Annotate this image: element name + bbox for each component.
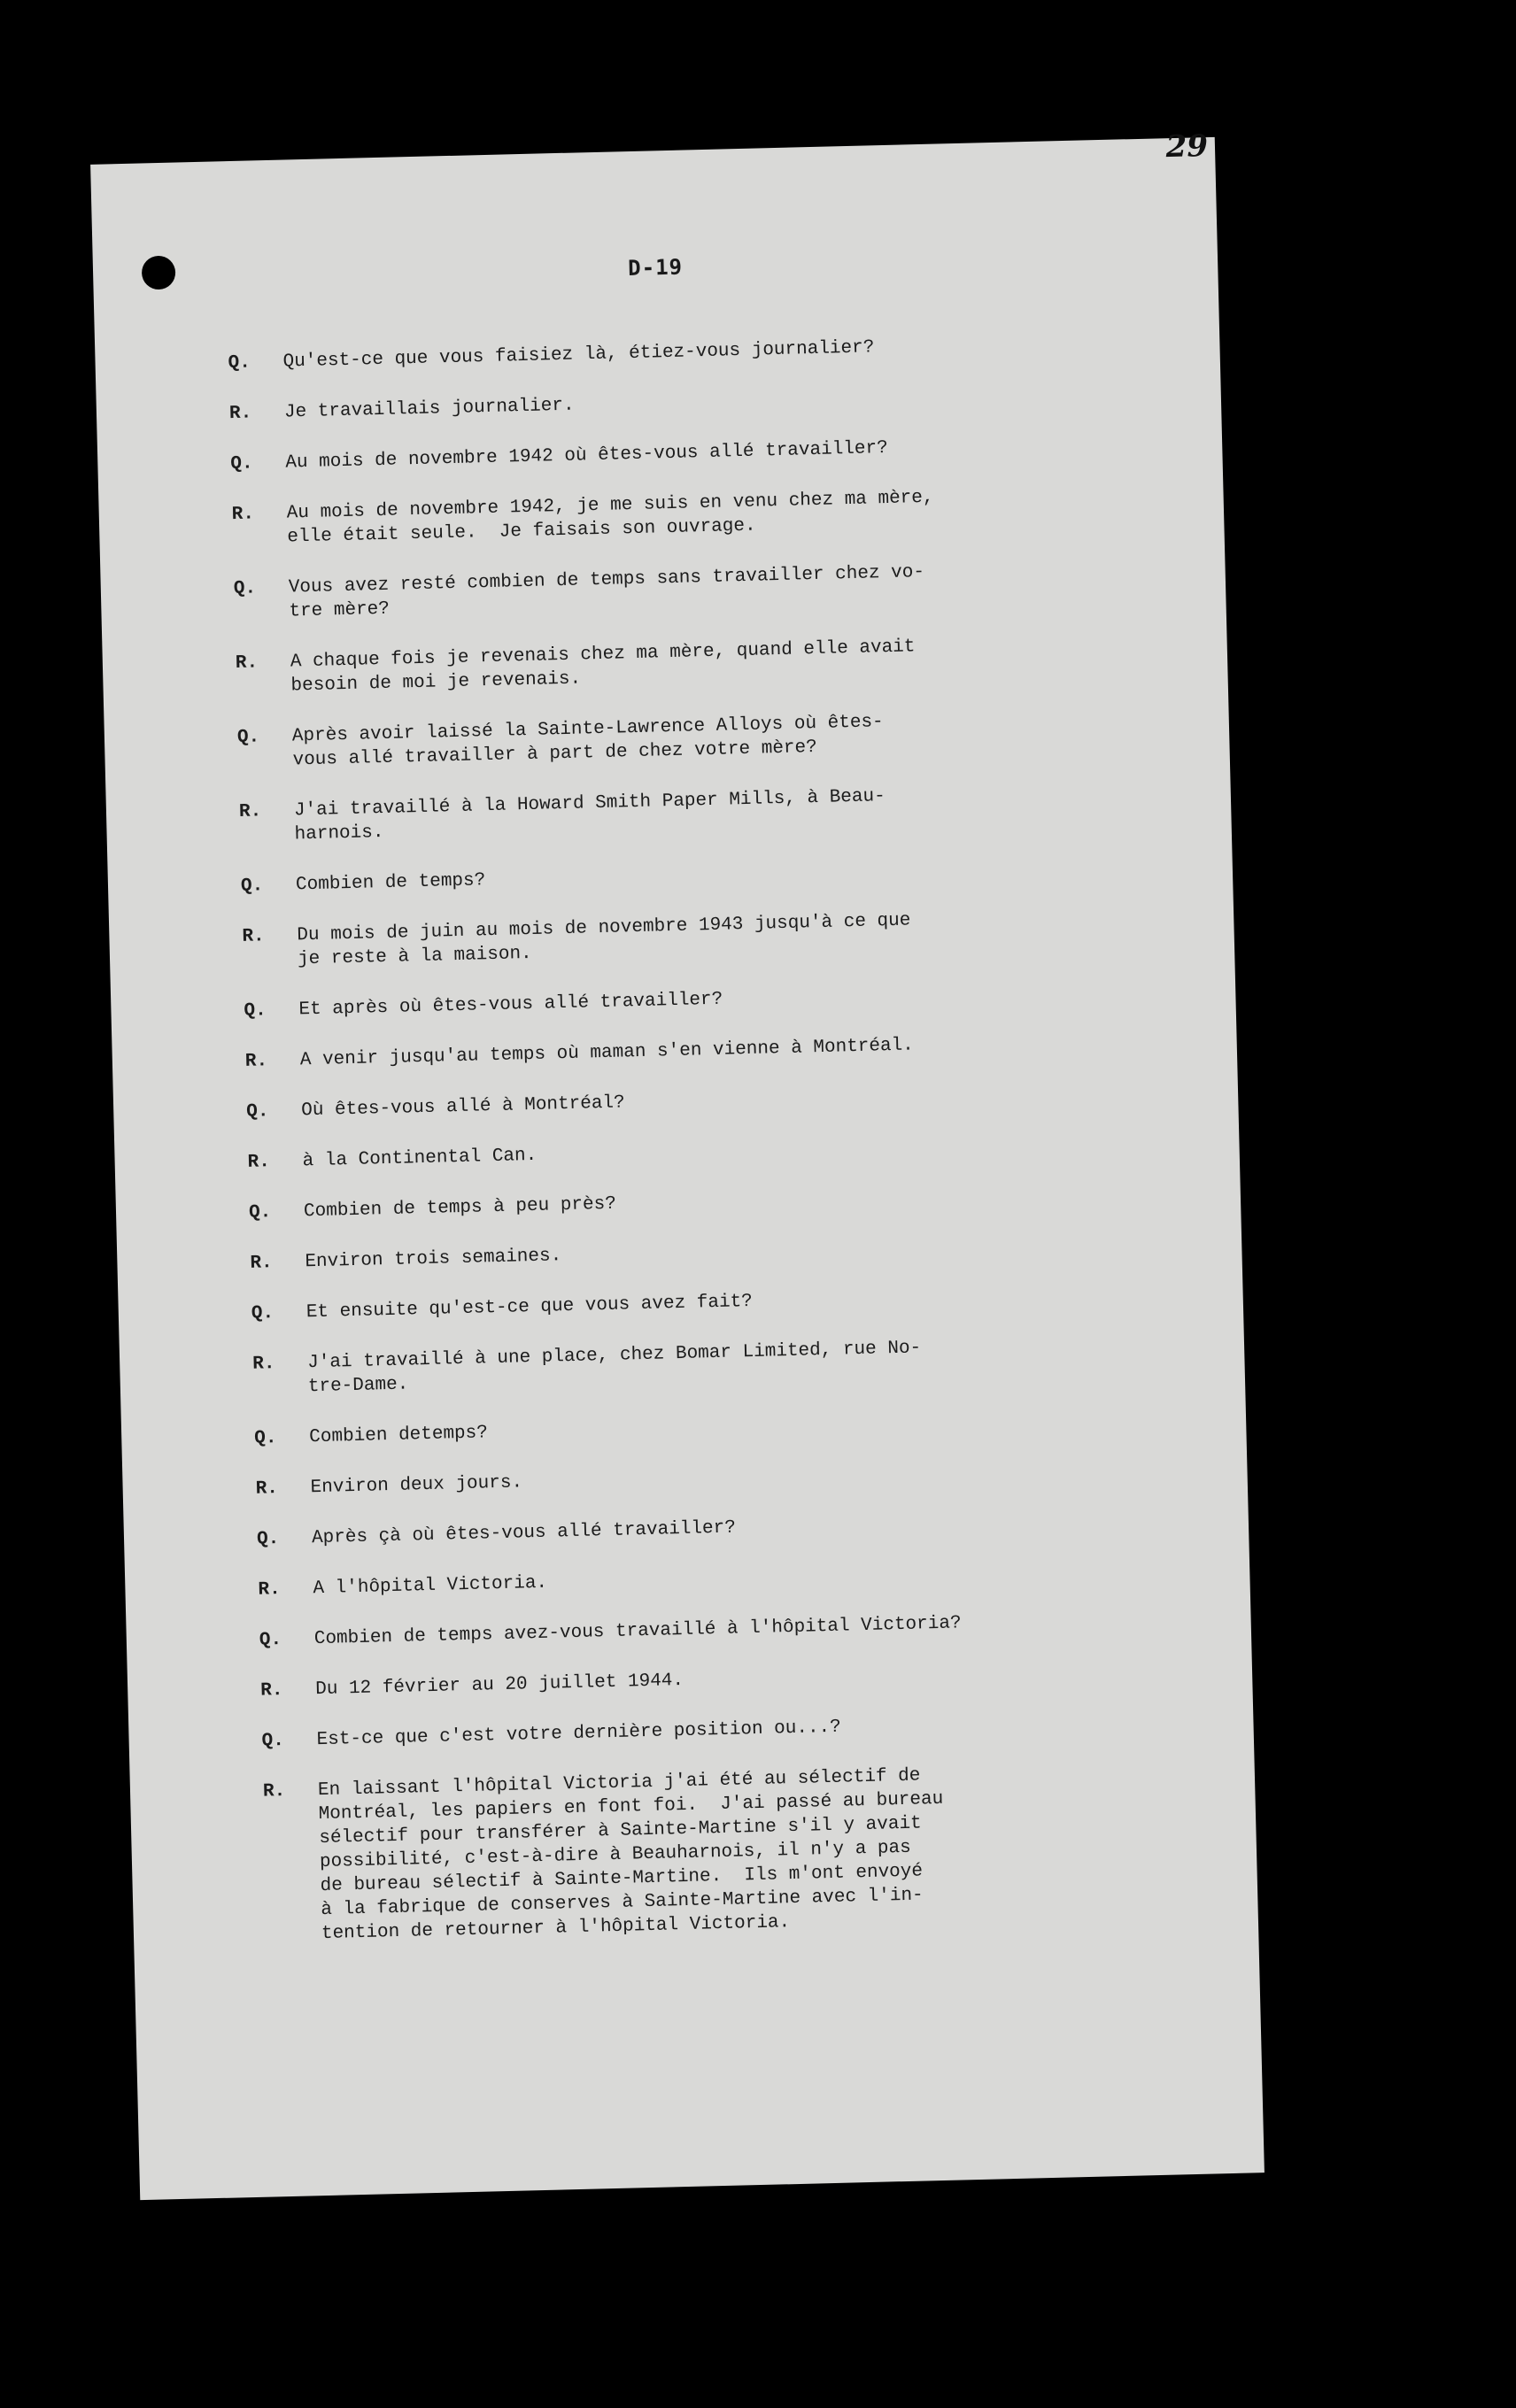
response-entry [239,780,1081,848]
question-marker: Q. [244,1000,267,1022]
question-marker: Q. [246,1101,269,1123]
question-text: Vous avez resté combien de temps sans travailler chez vo- tre mère? [288,561,925,622]
response-text: Environ trois semaines. [305,1246,562,1273]
question-text: Au mois de novembre 1942 où êtes-vous allé travailler? [285,437,888,474]
question-entry [237,706,1079,774]
response-marker: R. [242,926,265,947]
question-text: Combien de temps à peu près? [303,1193,617,1223]
question-entry [228,331,1069,375]
response-marker: R. [258,1579,281,1601]
response-entry [242,905,1084,973]
question-entry [244,979,1085,1023]
question-marker: Q. [248,1202,272,1223]
transcript [228,331,1109,1974]
response-text: J'ai travaillé à une place, chez Bomar Limited, rue No- tre-Dame. [306,1338,922,1398]
question-entry [259,1608,1101,1652]
response-entry [260,1658,1102,1702]
response-entry [236,631,1078,699]
response-marker: R. [251,1354,275,1375]
question-entry [241,854,1082,899]
response-entry [245,1030,1087,1074]
question-text: Combien de temps? [295,870,486,896]
response-marker: R. [238,801,262,822]
response-marker: R. [228,403,252,425]
response-marker: R. [255,1478,279,1500]
document-page [90,128,1265,2200]
response-text: Du mois de juin au mois de novembre 1943 jusqu'à ce que je reste à la maison. [297,910,911,970]
response-text: J'ai travaillé à la Howard Smith Paper Mills, à Beau- harnois. [293,786,886,845]
question-text: Est-ce que c'est votre dernière position ou...? [316,1717,842,1751]
response-marker: R. [262,1781,286,1802]
response-marker: R. [259,1680,283,1702]
question-marker: Q. [228,352,251,374]
question-text: Et ensuite qu'est-ce que vous avez fait? [306,1291,754,1324]
question-marker: Q. [233,578,257,600]
response-text: A venir jusqu'au temps où maman s'en vienne à Montréal. [299,1035,915,1071]
question-marker: Q. [236,727,260,748]
response-text: Au mois de novembre 1942, je me suis en venu chez ma mère, elle était seule. Je faisais son ouvrage. [286,487,934,548]
response-entry [263,1759,1108,1947]
response-entry [250,1231,1091,1276]
question-text: Combien detemps? [309,1423,489,1448]
question-entry [251,1282,1093,1326]
question-text: Combien de temps avez-vous travaillé à l'hôpital Victoria? [313,1613,962,1650]
response-text: à la Continental Can. [302,1145,538,1172]
response-entry [252,1332,1094,1401]
question-marker: Q. [240,876,264,897]
question-marker: Q. [261,1731,285,1752]
response-entry [258,1558,1099,1602]
response-text: En laissant l'hôpital Victoria j'ai été au sélectif de Montréal, les papiers en font foi. J'ai passé au bureau sélectif pour transférer à Sainte-Martine s'il y avait possibilité, c'est-à-dire à Beauharnois, il n'y a pas de bureau sélectif à Sainte-Martine. Ils m'ont envoyé à la fabrique de conserves à Sainte-Martine avec l'in- tention de retourner à l'hôpital Victoria. [317,1765,944,1945]
document-title: D-19 [627,254,684,282]
response-marker: R. [250,1253,273,1274]
response-entry [231,482,1073,551]
response-entry [229,382,1071,426]
question-marker: Q. [259,1630,282,1651]
question-text: Où êtes-vous allé à Montréal? [301,1092,625,1122]
response-entry [247,1131,1088,1175]
question-entry [249,1181,1090,1225]
page-number: 29 [1165,128,1209,166]
response-marker: R. [235,652,259,675]
response-text: A chaque fois je revenais chez ma mère, quand elle avait besoin de moi je revenais. [290,637,916,697]
question-entry [254,1407,1095,1451]
question-marker: Q. [230,453,253,475]
question-marker: Q. [254,1428,277,1449]
question-entry [234,557,1076,625]
question-marker: Q. [251,1303,275,1324]
question-text: Et après où êtes-vous allé travailler? [298,989,723,1021]
response-text: Je travaillais journalier. [283,395,575,423]
question-entry [257,1508,1098,1552]
response-marker: R. [247,1152,271,1173]
response-text: Du 12 février au 20 juillet 1944. [314,1671,685,1701]
question-entry [230,432,1071,476]
response-text: A l'hôpital Victoria. [313,1572,548,1600]
question-entry [246,1080,1087,1124]
response-text: Environ deux jours. [310,1472,523,1499]
question-marker: Q. [256,1529,280,1550]
question-text: Après avoir laissé la Sainte-Lawrence Alloys où êtes- vous allé travailler à part de chez votre mère? [291,712,884,771]
response-entry [255,1457,1096,1501]
response-marker: R. [244,1051,268,1072]
response-marker: R. [231,504,255,526]
question-text: Après çà où êtes-vous allé travailler? [311,1517,737,1549]
question-text: Qu'est-ce que vous faisiez là, étiez-vous journalier? [282,337,875,373]
question-entry [261,1709,1102,1753]
